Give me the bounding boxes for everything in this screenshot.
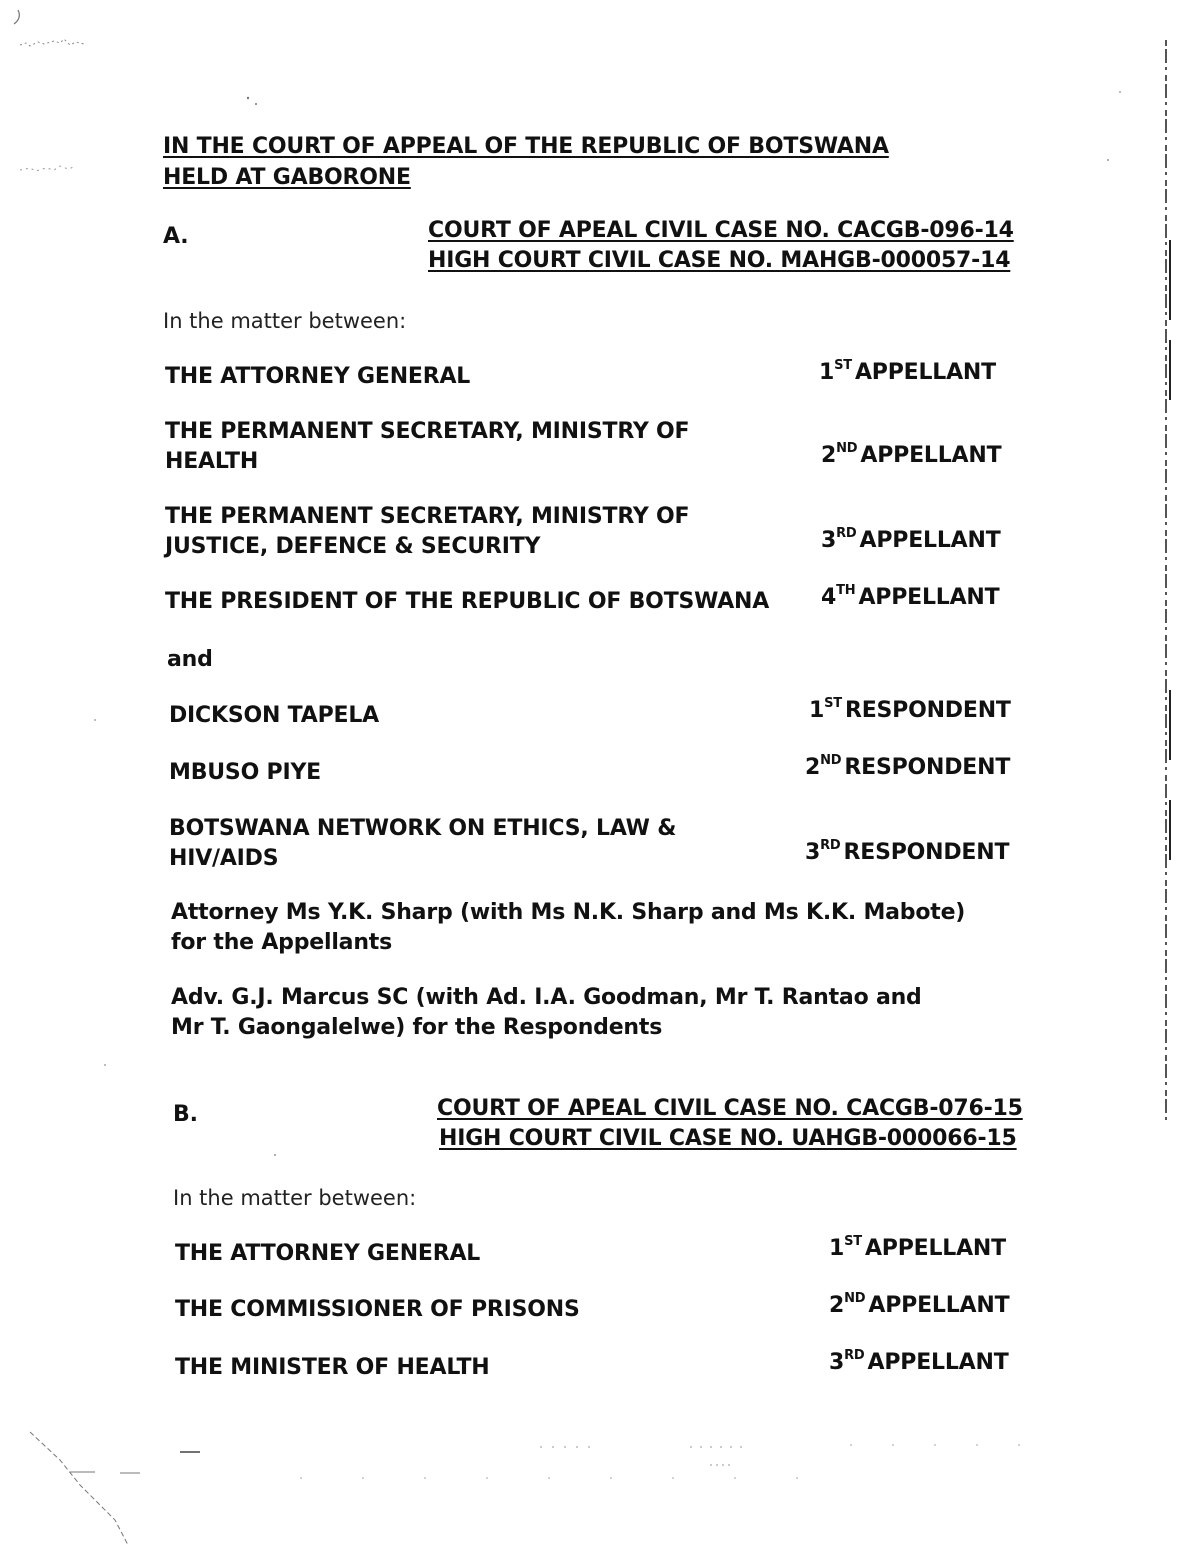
- party-designation: [829, 1347, 1009, 1375]
- speck: [1107, 159, 1109, 161]
- counsel-for-respondents: [171, 983, 922, 1043]
- counsel-line: for the Appellants: [171, 930, 392, 955]
- role-label: APPELLANT: [854, 360, 996, 385]
- ordinal-suffix: RD: [820, 837, 841, 853]
- and-separator: and: [167, 647, 213, 672]
- speck: [1119, 91, 1121, 93]
- role-label: APPELLANT: [864, 1236, 1006, 1261]
- ordinal-number: 2: [821, 443, 837, 468]
- counsel-line: Attorney Ms Y.K. Sharp (with Ms N.K. Sharp and Ms K.K. Mabote): [171, 900, 966, 925]
- court-location: HELD AT GABORONE: [163, 165, 411, 190]
- role-label: APPELLANT: [867, 1350, 1009, 1375]
- ordinal-suffix: ND: [836, 440, 858, 456]
- party-name-line: HEALTH: [165, 449, 259, 474]
- party-designation: [829, 1290, 1010, 1318]
- party-name: THE MINISTER OF HEALTH: [175, 1355, 490, 1380]
- ordinal-suffix: RD: [844, 1347, 865, 1363]
- counsel-line: Adv. G.J. Marcus SC (with Ad. I.A. Goodman, Mr T. Rantao and: [171, 985, 922, 1010]
- ordinal-suffix: ST: [824, 695, 842, 711]
- speck: [274, 1154, 276, 1156]
- speck: [255, 103, 257, 105]
- court-title: IN THE COURT OF APPEAL OF THE REPUBLIC OF BOTSWANA: [163, 134, 889, 159]
- role-label: APPELLANT: [868, 1293, 1010, 1318]
- ordinal-number: 3: [805, 840, 821, 865]
- role-label: APPELLANT: [858, 585, 1000, 610]
- party-designation: [805, 752, 1011, 780]
- party-name-line: THE PERMANENT SECRETARY, MINISTRY OF: [165, 419, 690, 444]
- party-designation: [805, 837, 1010, 865]
- ordinal-suffix: RD: [836, 525, 857, 541]
- role-label: RESPONDENT: [844, 698, 1011, 723]
- role-label: RESPONDENT: [844, 755, 1011, 780]
- case-b-appeal-number: COURT OF APEAL CIVIL CASE NO. CACGB-076-15: [437, 1096, 1023, 1121]
- party-name: [165, 502, 689, 562]
- party-designation: [809, 695, 1011, 723]
- speck: [247, 97, 249, 99]
- ordinal-number: 2: [805, 755, 821, 780]
- speck: [20, 39, 84, 46]
- party-designation: [821, 525, 1001, 553]
- party-designation: [829, 1233, 1006, 1261]
- ordinal-suffix: ND: [820, 752, 842, 768]
- party-name: THE ATTORNEY GENERAL: [175, 1241, 481, 1266]
- party-name-line: HIV/AIDS: [169, 846, 279, 871]
- case-b-high-court-number: HIGH COURT CIVIL CASE NO. UAHGB-000066-15: [439, 1126, 1017, 1151]
- ordinal-number: 1: [829, 1236, 845, 1261]
- case-a-high-court-number: HIGH COURT CIVIL CASE NO. MAHGB-000057-14: [428, 248, 1011, 273]
- party-name-line: THE PERMANENT SECRETARY, MINISTRY OF: [165, 504, 690, 529]
- role-label: APPELLANT: [860, 443, 1002, 468]
- party-name-line: BOTSWANA NETWORK ON ETHICS, LAW &: [169, 816, 677, 841]
- counsel-for-appellants: [171, 898, 965, 958]
- case-a-letter: A.: [163, 224, 189, 249]
- party-name: THE PRESIDENT OF THE REPUBLIC OF BOTSWANA: [165, 589, 770, 614]
- ordinal-number: 2: [829, 1293, 845, 1318]
- speck: [104, 1064, 106, 1066]
- speck: [30, 1432, 128, 1545]
- party-name: THE COMMISSIONER OF PRISONS: [175, 1297, 580, 1322]
- ordinal-number: 1: [819, 360, 835, 385]
- party-name: THE ATTORNEY GENERAL: [165, 364, 471, 389]
- ordinal-suffix: TH: [836, 582, 856, 598]
- ordinal-suffix: ST: [844, 1233, 862, 1249]
- ordinal-suffix: ST: [834, 357, 852, 373]
- case-b-matter-between: In the matter between:: [173, 1186, 417, 1210]
- role-label: APPELLANT: [859, 528, 1001, 553]
- ordinal-number: 3: [829, 1350, 845, 1375]
- role-label: RESPONDENT: [843, 840, 1010, 865]
- party-designation: [821, 582, 1000, 610]
- party-name: MBUSO PIYE: [169, 760, 322, 785]
- case-a-matter-between: In the matter between:: [163, 309, 407, 333]
- ordinal-number: 1: [809, 698, 825, 723]
- counsel-line: Mr T. Gaongalelwe) for the Respondents: [171, 1015, 663, 1040]
- ordinal-suffix: ND: [844, 1290, 866, 1306]
- party-name: [169, 814, 676, 874]
- speck: [94, 719, 96, 721]
- party-designation: [819, 357, 996, 385]
- party-name-line: JUSTICE, DEFENCE & SECURITY: [165, 534, 541, 559]
- speck: [20, 166, 74, 171]
- case-b-letter: B.: [173, 1102, 198, 1127]
- ordinal-number: 4: [821, 585, 837, 610]
- party-name: [165, 417, 689, 477]
- ordinal-number: 3: [821, 528, 837, 553]
- party-designation: [821, 440, 1002, 468]
- speck: [14, 10, 19, 24]
- case-a-appeal-number: COURT OF APEAL CIVIL CASE NO. CACGB-096-14: [428, 218, 1014, 243]
- party-name: DICKSON TAPELA: [169, 703, 379, 728]
